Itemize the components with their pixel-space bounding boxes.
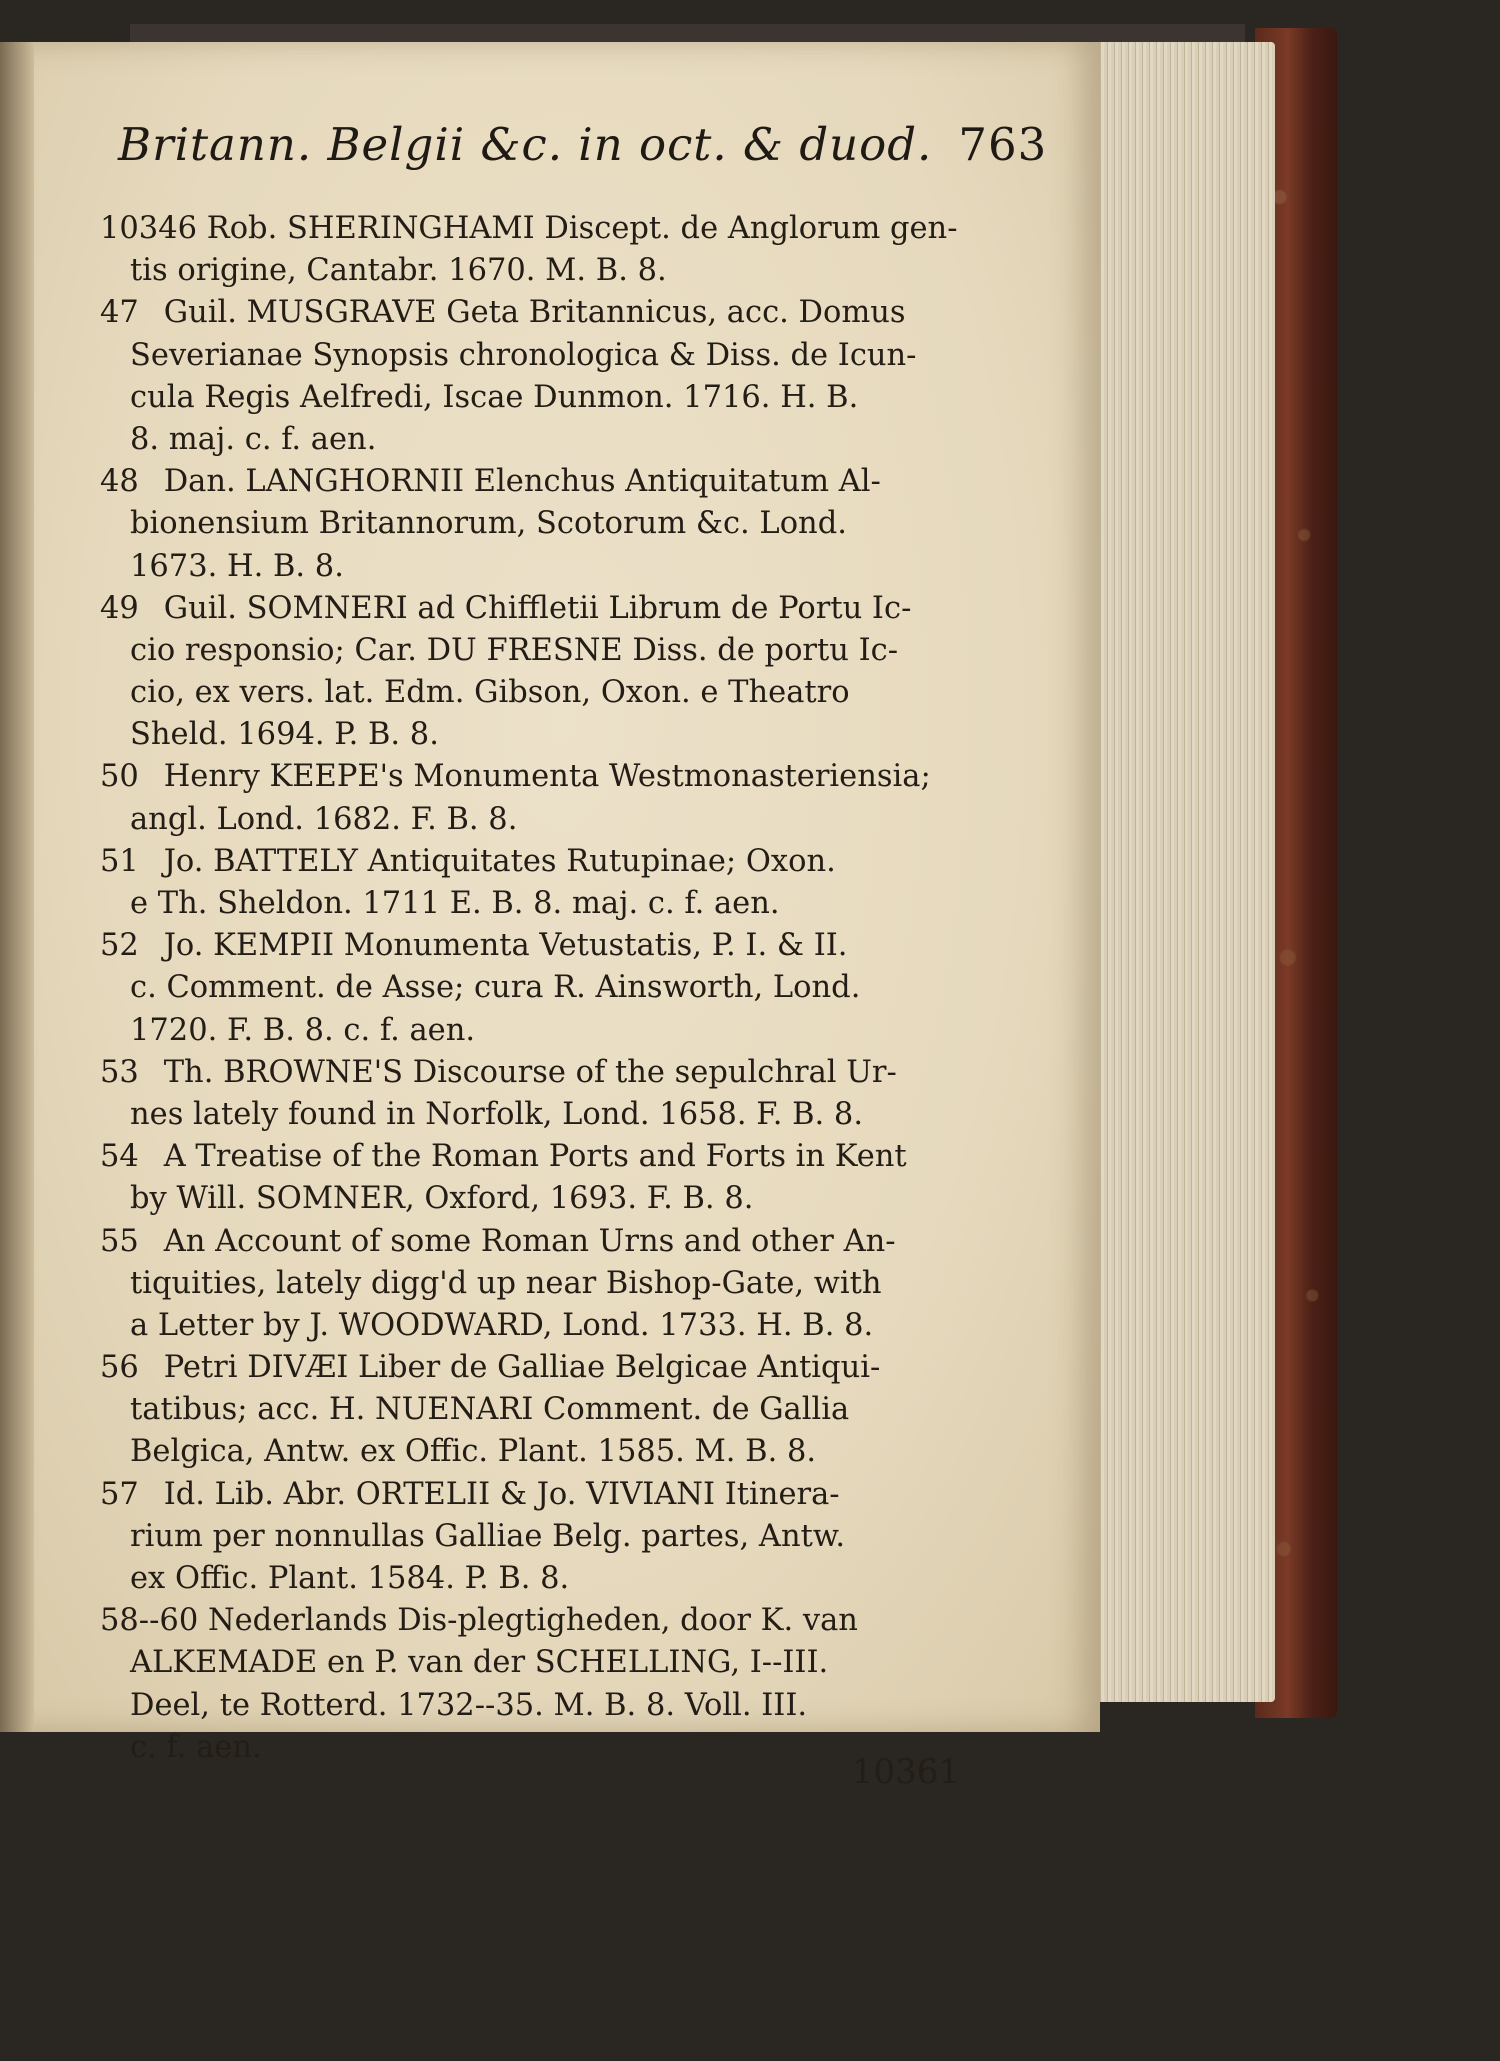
catalog-continuation-line	[100, 672, 960, 714]
entry-text: Id. Lib. Abr. ORTELII & Jo. VIVIANI Itinera-	[163, 1476, 840, 1512]
catalog-continuation-line	[100, 1685, 960, 1727]
catalog-continuation-line	[100, 1431, 960, 1473]
catalog-continuation-line	[100, 1094, 960, 1136]
catalog-entry-line	[100, 208, 960, 250]
entry-text: Petri DIVÆI Liber de Galliae Belgicae Antiqui-	[163, 1350, 881, 1386]
entry-number: 58--60	[100, 1603, 199, 1639]
entry-text: 1673. H. B. 8.	[130, 548, 344, 584]
catalog-entry-line	[100, 1347, 960, 1389]
page-number: 763	[958, 118, 1048, 171]
catalog-entry-line	[100, 1052, 960, 1094]
entry-number: 48	[100, 464, 139, 500]
entry-text: ex Offic. Plant. 1584. P. B. 8.	[130, 1561, 570, 1596]
entry-text: bionensium Britannorum, Scotorum &c. Lond.	[130, 506, 847, 542]
entry-text: Jo. KEMPII Monumenta Vetustatis, P. I. & II.	[163, 928, 848, 964]
page-edges	[1090, 42, 1275, 1702]
catalog-entry-line	[100, 1600, 960, 1642]
entry-text: Deel, te Rotterd. 1732--35. M. B. 8. Voll. III.	[130, 1687, 808, 1723]
entry-text: 8. maj. c. f. aen.	[130, 421, 377, 457]
entry-text: Sheld. 1694. P. B. 8.	[130, 717, 439, 753]
entry-text: Guil. MUSGRAVE Geta Britannicus, acc. Domus	[163, 295, 906, 331]
entry-text: Jo. BATTELY Antiquitates Rutupinae; Oxon.	[163, 843, 836, 879]
catalog-entry-line	[100, 841, 960, 883]
catalog-continuation-line	[100, 1516, 960, 1558]
catalog-continuation-line	[100, 630, 960, 672]
entry-number: 52	[100, 928, 139, 964]
catalog-continuation-line	[100, 1263, 960, 1305]
catalog-entry-line	[100, 1136, 960, 1178]
catalog-continuation-line	[100, 1558, 960, 1600]
entry-text: tatibus; acc. H. NUENARI Comment. de Gallia	[130, 1392, 850, 1428]
catalog-continuation-line	[100, 1642, 960, 1684]
catalog-continuation-line	[100, 1305, 960, 1347]
entry-number: 49	[100, 590, 139, 626]
catalog-continuation-line	[100, 377, 960, 419]
catalog-entry-line	[100, 588, 960, 630]
catalog-entry-line	[100, 1221, 960, 1263]
entry-text: A Treatise of the Roman Ports and Forts in Kent	[163, 1139, 907, 1175]
catalog-entry-line	[100, 1474, 960, 1516]
catalog-continuation-line	[100, 714, 960, 756]
entry-text: Severianae Synopsis chronologica & Diss. de Icun-	[130, 337, 917, 373]
entry-number: 55	[100, 1223, 139, 1259]
entry-text: c. Comment. de Asse; cura R. Ainsworth, Lond.	[130, 970, 861, 1006]
catalog-entries	[100, 208, 960, 1769]
entry-number: 56	[100, 1350, 139, 1386]
entry-text: 1720. F. B. 8. c. f. aen.	[130, 1012, 476, 1048]
catalog-entry-line	[100, 461, 960, 503]
entry-number: 57	[100, 1476, 139, 1512]
catalog-continuation-line	[100, 799, 960, 841]
running-head-title: Britann. Belgii &c. in oct. & duod.	[118, 118, 933, 171]
entry-text: Guil. SOMNERI ad Chiffletii Librum de Portu Ic-	[163, 590, 912, 626]
entry-number: 51	[100, 843, 139, 879]
entry-text: rium per nonnullas Galliae Belg. partes, Antw.	[130, 1518, 846, 1554]
entry-number: 53	[100, 1054, 139, 1090]
entry-text: e Th. Sheldon. 1711 E. B. 8. maj. c. f. aen.	[130, 886, 780, 921]
catalog-continuation-line	[100, 1389, 960, 1431]
catalog-entry-line	[100, 292, 960, 334]
catalog-continuation-line	[100, 883, 960, 925]
entry-text: ALKEMADE en P. van der SCHELLING, I--III.	[130, 1645, 829, 1681]
entry-text: angl. Lond. 1682. F. B. 8.	[130, 801, 518, 837]
catalog-continuation-line	[100, 1010, 960, 1052]
catalog-continuation-line	[100, 546, 960, 588]
entry-text: by Will. SOMNER, Oxford, 1693. F. B. 8.	[130, 1181, 754, 1217]
entry-number: 54	[100, 1139, 139, 1175]
entry-text: tis origine, Cantabr. 1670. M. B. 8.	[130, 253, 667, 289]
catalog-continuation-line	[100, 250, 960, 292]
entry-text: nes lately found in Norfolk, Lond. 1658. F. B. 8.	[130, 1096, 864, 1132]
catalog-entry-line	[100, 756, 960, 798]
entry-text: Dan. LANGHORNII Elenchus Antiquitatum Al-	[163, 464, 881, 500]
entry-text: Henry KEEPE's Monumenta Westmonasteriensia;	[163, 759, 931, 795]
catalog-continuation-line	[100, 335, 960, 377]
entry-text: Belgica, Antw. ex Offic. Plant. 1585. M. B. 8.	[130, 1434, 817, 1470]
entry-text: cula Regis Aelfredi, Iscae Dunmon. 1716. H. B.	[130, 379, 859, 415]
entry-text: cio responsio; Car. DU FRESNE Diss. de portu Ic-	[130, 632, 899, 668]
page-gutter	[0, 42, 34, 1732]
entry-number: 47	[100, 295, 139, 331]
entry-number: 50	[100, 759, 139, 795]
entry-text: cio, ex vers. lat. Edm. Gibson, Oxon. e Theatro	[130, 675, 850, 711]
catalog-continuation-line	[100, 1727, 960, 1769]
catchword: 10361	[851, 1752, 960, 1792]
catalog-continuation-line	[100, 419, 960, 461]
entry-text: c. f. aen.	[130, 1729, 262, 1765]
running-head	[118, 118, 1047, 171]
catalog-continuation-line	[100, 967, 960, 1009]
entry-text: An Account of some Roman Urns and other An-	[163, 1223, 896, 1259]
entry-text: Th. BROWNE'S Discourse of the sepulchral Ur-	[163, 1054, 897, 1090]
catalog-continuation-line	[100, 1178, 960, 1220]
entry-text: Nederlands Dis-plegtigheden, door K. van	[207, 1603, 858, 1639]
catalog-continuation-line	[100, 503, 960, 545]
entry-number: 10346	[100, 211, 198, 246]
catalog-entry-line	[100, 925, 960, 967]
entry-text: Rob. SHERINGHAMI Discept. de Anglorum gen-	[206, 211, 958, 246]
entry-text: tiquities, lately digg'd up near Bishop-Gate, with	[130, 1265, 882, 1301]
entry-text: a Letter by J. WOODWARD, Lond. 1733. H. B. 8.	[130, 1307, 874, 1343]
